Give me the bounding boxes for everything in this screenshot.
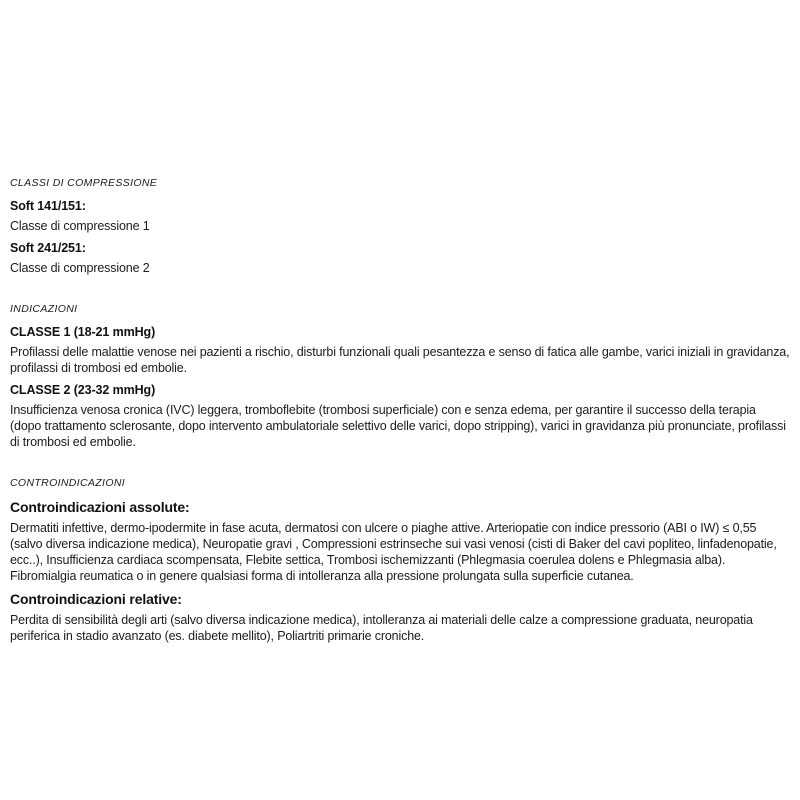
item-text-classe-1: Profilassi delle malattie venose nei pazienti a rischio, disturbi funzionali quali pesantezza e senso di fatica alle gambe, varici iniziali in gravidanza, profilassi di trombosi ed embolie. xyxy=(10,345,790,375)
item-label-controindicazioni-assolute: Controindicazioni assolute: xyxy=(10,499,190,515)
document-content xyxy=(10,176,790,644)
section-heading-controindicazioni: CONTROINDICAZIONI xyxy=(10,477,126,489)
section-heading-classi-di-compressione: CLASSI DI COMPRESSIONE xyxy=(10,177,158,189)
item-text-soft-141-151: Classe di compressione 1 xyxy=(10,219,150,233)
section-controindicazioni xyxy=(10,476,790,644)
item-label-soft-241-251: Soft 241/251: xyxy=(10,241,86,255)
item-text-controindicazioni-assolute: Dermatiti infettive, dermo-ipodermite in fase acuta, dermatosi con ulcere o piaghe attive. Arteriopatie con indice pressorio (ABI o IW) ≤ 0,55 (salvo diversa indicazione medica), Neuropatie gravi , Compressioni estrinseche sui vasi venosi (cisti di Baker del cavi popliteo, linfadenopatie, ecc..), Insufficienza cardiaca scompensata, Flebite settica, Trombosi ischemizzanti (Phlegmasia coerulea dolens e Phlegmasia alba). Fibromialgia reumatica o in genere qualsiasi forma di intolleranza alla pressione prolungata sulla superficie cutanea. xyxy=(10,521,777,583)
section-indicazioni xyxy=(10,302,790,450)
item-label-soft-141-151: Soft 141/151: xyxy=(10,199,86,213)
item-label-classe-2: CLASSE 2 (23-32 mmHg) xyxy=(10,383,156,397)
item-text-controindicazioni-relative: Perdita di sensibilità degli arti (salvo diversa indicazione medica), intolleranza ai materiali delle calze a compressione graduata, neuropatia periferica in stadio avanzato (es. diabete mellito), Poliartriti primarie croniche. xyxy=(10,613,753,643)
section-classi-di-compressione xyxy=(10,176,790,276)
item-label-classe-1: CLASSE 1 (18-21 mmHg) xyxy=(10,325,156,339)
item-text-classe-2: Insufficienza venosa cronica (IVC) leggera, tromboflebite (trombosi superficiale) con e senza edema, per garantire il successo della terapia (dopo trattamento sclerosante, dopo intervento ambulatoriale selettivo delle varici, dopo stripping), varici in gravidanza più pronunciate, profilassi di trombosi ed embolie. xyxy=(10,403,786,449)
item-label-controindicazioni-relative: Controindicazioni relative: xyxy=(10,591,182,607)
item-text-soft-241-251: Classe di compressione 2 xyxy=(10,261,150,275)
section-heading-indicazioni: INDICAZIONI xyxy=(10,303,78,315)
